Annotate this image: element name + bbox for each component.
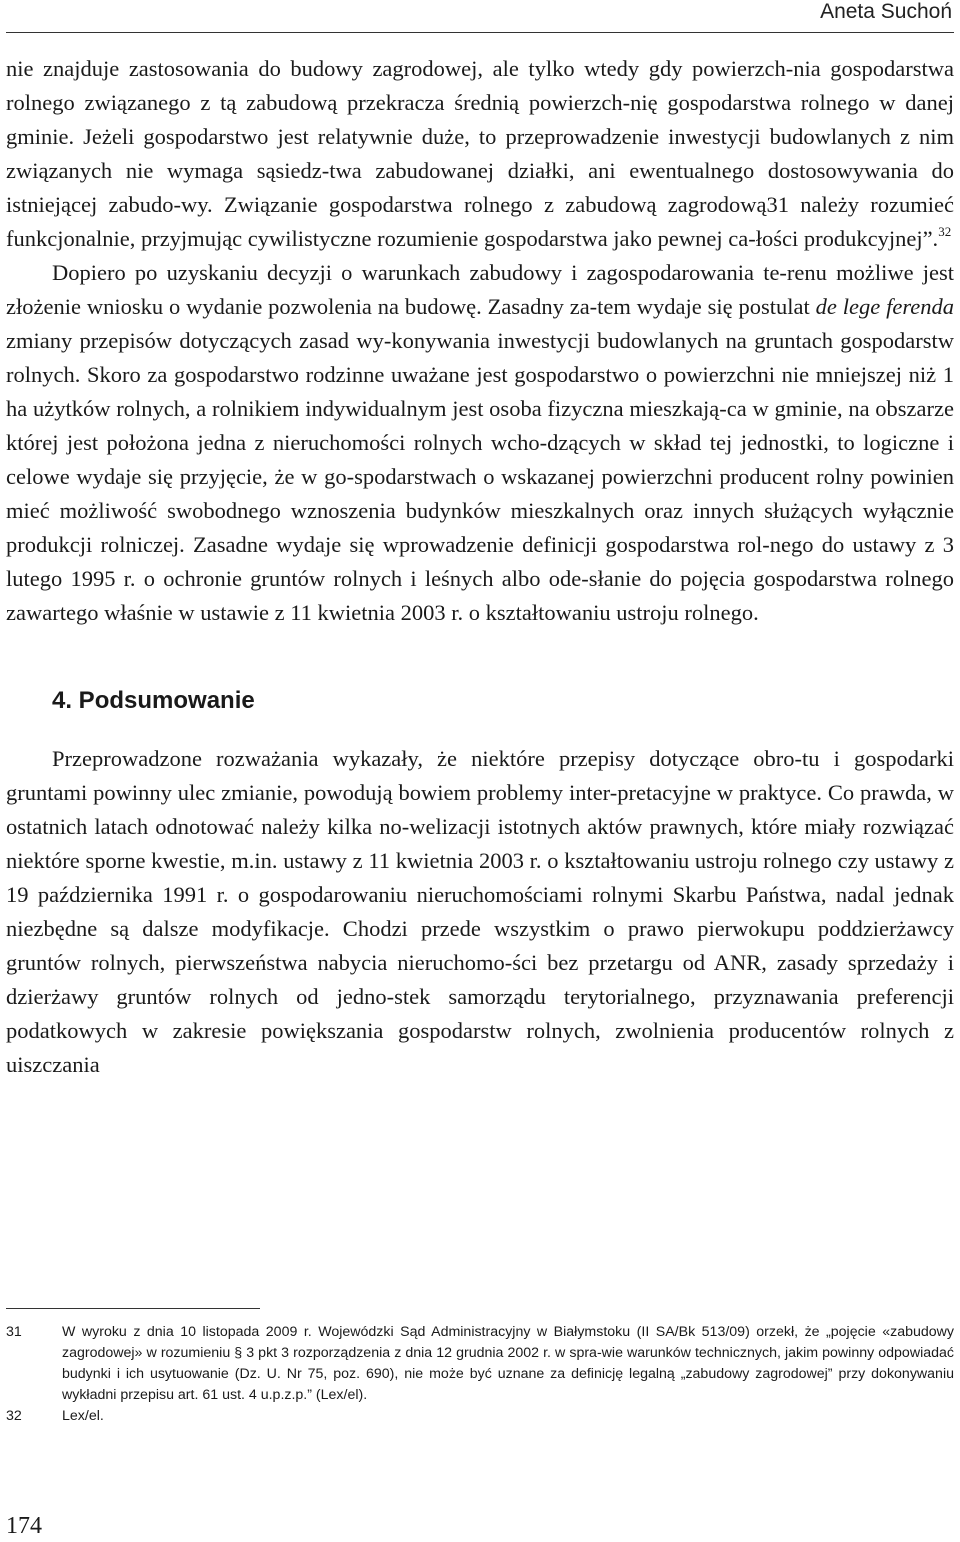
body-text	[6, 52, 954, 1082]
footnote-number: 31	[6, 1324, 22, 1340]
paragraph-1	[6, 52, 954, 256]
paragraph-2-text-a: Dopiero po uzyskaniu decyzji o warunkach zabudowy i zagospodarowania te-renu możliwe jest złożenie wniosku o wydanie pozwolenia na budowę. Zasadny za-tem wydaje się postulat	[6, 260, 954, 319]
paragraph-1-text: nie znajduje zastosowania do budowy zagrodowej, ale tylko wtedy gdy powierzch-nia gospodarstwa rolnego związanego z tą zabudową przekracza średnią powierzch-nię gospodarstwa rolnego w danej gminie. Jeżeli gospodarstwo jest relatywnie duże, to przeprowadzenie inwestycji budowlanych z nim związanych nie wymaga sąsiedz-twa zabudowanej działki, ani ewentualnego dostosowywania do istniejącej zabudo-wy. Związanie gospodarstwa rolnego z zabudową zagrodową31 należy rozumieć funkcjonalnie, przyjmując cywilistyczne rozumienie gospodarstwa jako pewnej ca-łości produkcyjnej”.	[6, 56, 954, 251]
footnote-text: Lex/el.	[62, 1408, 104, 1424]
section-heading: 4. Podsumowanie	[52, 687, 255, 714]
footnote-number: 32	[6, 1408, 22, 1424]
page-number: 174	[6, 1513, 42, 1539]
running-head-author: Aneta Suchoń	[820, 0, 952, 23]
footnote-rule	[6, 1308, 260, 1309]
paragraph-2-text-b: zmiany przepisów dotyczących zasad wy-konywania inwestycji budowlanych na gruntach gospodarstw rolnych. Skoro za gospodarstwo rodzinne uważane jest gospodarstwo o powierzchni nie mniejszej niż 1 ha użytków rolnych, a rolnikiem indywidualnym jest osoba fizyczna mieszkają-ca w gminie, na obszarze której jest położona jedna z nieruchomości rolnych wcho-dzących w skład tej jednostki, to logiczne i celowe wydaje się przyjęcie, że w go-spodarstwach o wskazanej powierzchni producent rolny powinien mieć możliwość swobodnego wznoszenia budynków mieszkalnych oraz innych służących wyłącznie produkcji rolniczej. Zasadne wydaje się wprowadzenie definicji gospodarstwa rol-nego do ustawy z 3 lutego 1995 r. o ochronie gruntów rolnych i leśnych albo ode-słanie do pojęcia gospodarstwa rolnego zawartego właśnie w ustawie z 11 kwietnia 2003 r. o kształtowaniu ustroju rolnego.	[6, 328, 954, 625]
header-rule	[6, 32, 954, 33]
latin-term: de lege ferenda	[815, 294, 954, 319]
paragraph-3: Przeprowadzone rozważania wykazały, że niektóre przepisy dotyczące obro-tu i gospodarki gruntami powinny ulec zmianie, powodują bowiem problemy inter-pretacyjne w praktyce. Co prawda, w ostatnich latach odnotować należy kilka no-welizacji istotnych aktów prawnych, które miały rozwiązać niektóre sporne kwestie, m.in. ustawy z 11 kwietnia 2003 r. o kształtowaniu ustroju rolnego czy ustawy z 19 października 1991 r. o gospodarowaniu nieruchomościami rolnymi Skarbu Państwa, nadal jednak niezbędne są dalsze modyfikacje. Chodzi przede wszystkim o prawo pierwokupu poddzierżawcy gruntów rolnych, pierwszeństwa nabycia nieruchomo-ści bez przetargu od ANR, zasady sprzedaży i dzierżawy gruntów rolnych od jedno-stek samorządu terytorialnego, przyznawania preferencji podatkowych w zakresie powiększania gospodarstw rolnych, zwolnienia producentów rolnych z uiszczania	[6, 746, 954, 1077]
paragraph-2	[6, 256, 954, 630]
footnote-32	[6, 1406, 954, 1427]
footnote-text: W wyroku z dnia 10 listopada 2009 r. Wojewódzki Sąd Administracyjny w Białymstoku (II SA/Bk 513/09) orzekł, że „pojęcie «zabudowy zagrodowej» w rozumieniu § 3 pkt 3 rozporządzenia z dnia 12 grudnia 2002 r. w spra-wie warunków technicznych, jakim powinny odpowiadać budynki i ich usytuowanie (Dz. U. Nr 75, poz. 690), nie może być uznane za definicję legalną „zabudowy zagrodowej” przy dokonywaniu wykładni przepisu art. 61 ust. 4 u.p.z.p.” (Lex/el).	[62, 1324, 954, 1403]
footnotes	[6, 1322, 954, 1427]
footnote-31	[6, 1322, 954, 1406]
footnote-ref-32: 32	[938, 224, 952, 239]
